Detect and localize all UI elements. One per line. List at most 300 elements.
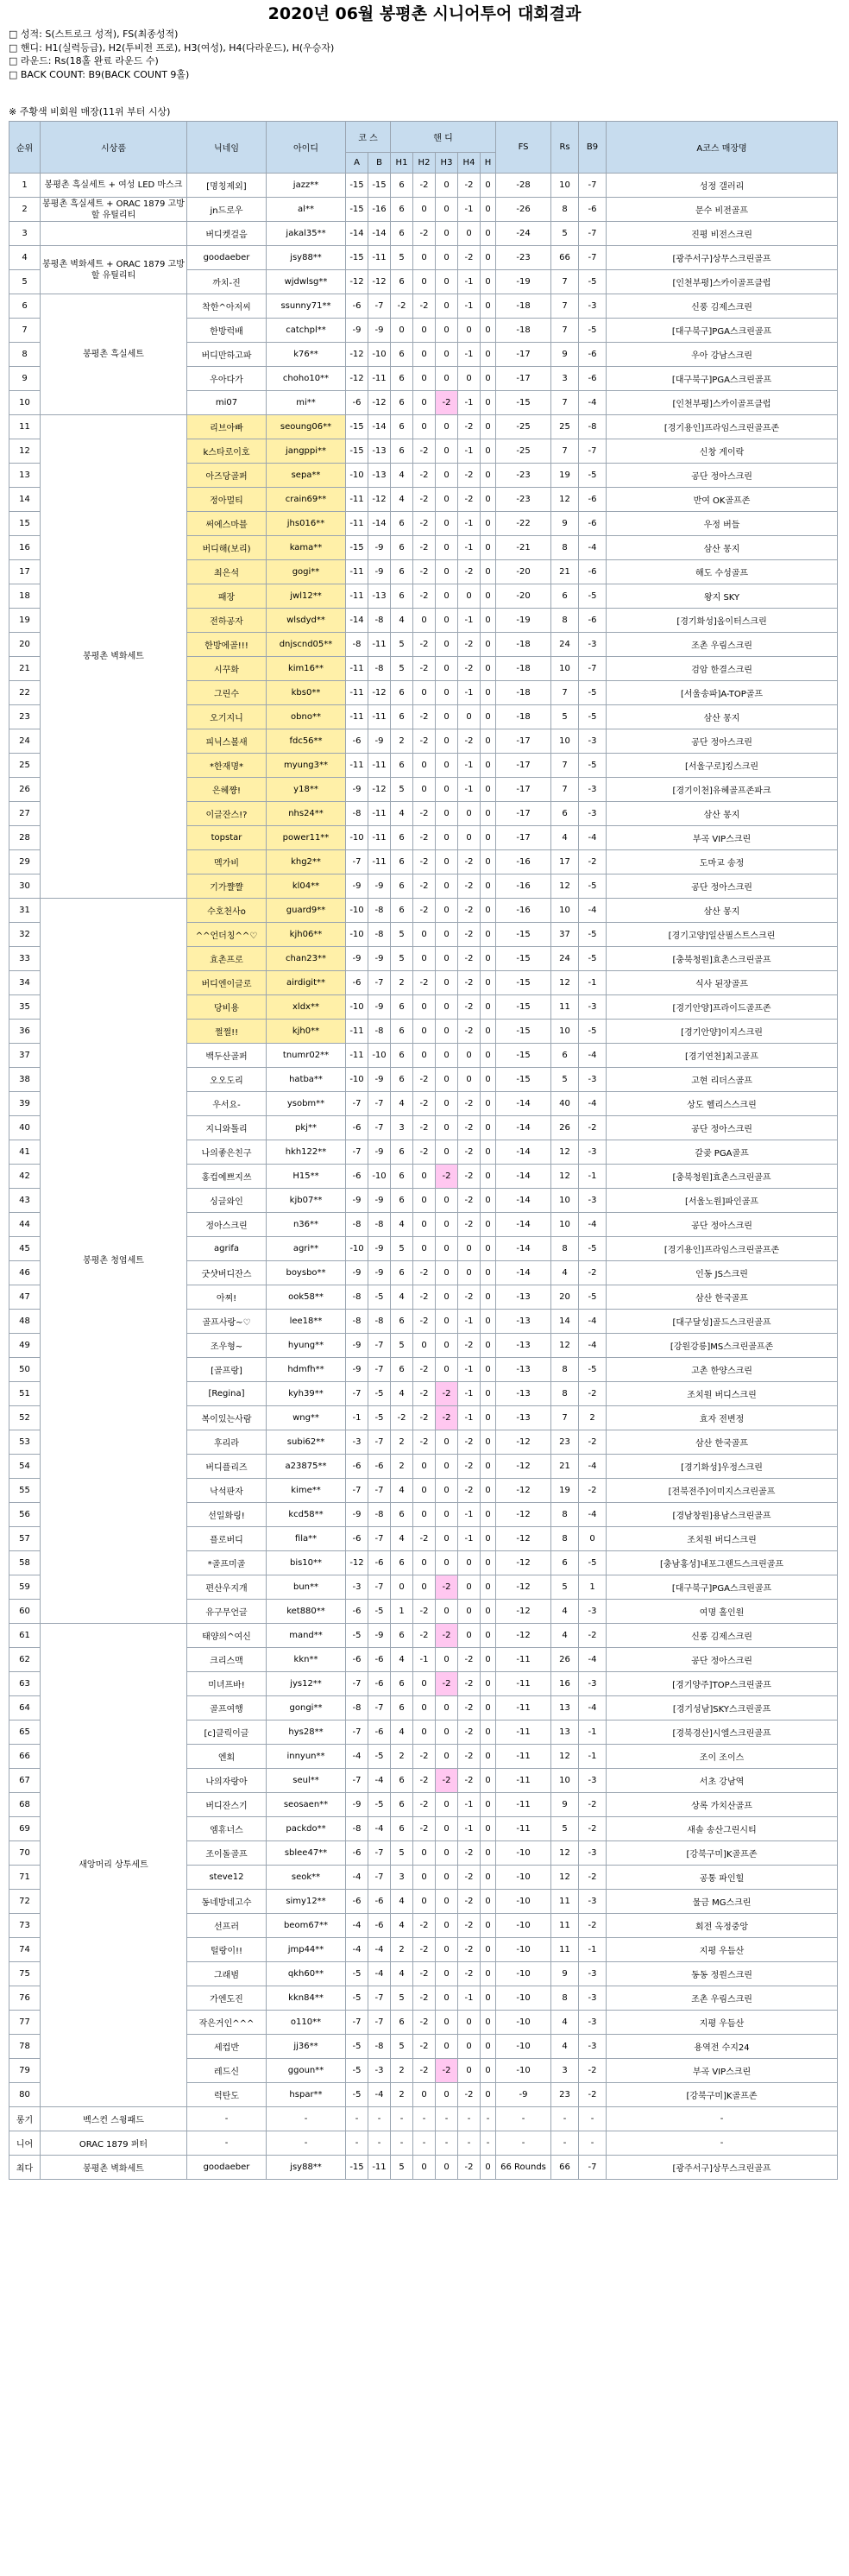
fs-cell: -28 [496,174,551,198]
a-score-cell: -6 [346,1527,368,1551]
h4-cell: -2 [458,1938,481,1962]
rank-cell: 67 [9,1769,41,1793]
b-score-cell: -9 [368,536,391,560]
fs-cell: -15 [496,391,551,415]
award-type-cell: 최다 [9,2156,41,2180]
h1-cell: 6 [391,536,413,560]
a-score-cell: -5 [346,2035,368,2059]
a-score-cell: -12 [346,343,368,367]
empty-cell: - [267,2107,346,2131]
b9-cell: -6 [579,488,607,512]
h-cell: 0 [481,874,496,899]
id-cell: kama** [267,536,346,560]
fs-cell: -12 [496,1479,551,1503]
h4-cell: -2 [458,633,481,657]
nickname-cell: steve12 [187,1866,267,1890]
nickname-cell: 버디해(보리) [187,536,267,560]
rs-cell: 12 [551,1745,579,1769]
nickname-cell: 버디엔이글로 [187,971,267,995]
h3-cell: 0 [436,1866,458,1890]
a-score-cell: -7 [346,1769,368,1793]
h3-cell: 0 [436,1261,458,1285]
fs-cell: -17 [496,367,551,391]
rank-cell: 79 [9,2059,41,2083]
store-name-cell: [경기화성]우정스크린 [607,1455,838,1479]
rank-cell: 58 [9,1551,41,1575]
h2-cell: 0 [413,391,436,415]
h2-cell: 0 [413,1044,436,1068]
a-score-cell: -15 [346,2156,368,2180]
h4-cell: -1 [458,270,481,294]
a-score-cell: -6 [346,1116,368,1140]
store-name-cell: [경기성남]SKY스크린골프 [607,1696,838,1720]
store-name-cell: 왕지 SKY [607,584,838,609]
header-prize: 시상품 [41,122,187,174]
h3-cell: 0 [436,2035,458,2059]
a-score-cell: -3 [346,1575,368,1600]
h-cell: 0 [481,1020,496,1044]
b9-cell: -4 [579,1213,607,1237]
h2-cell: -2 [413,1092,436,1116]
b-score-cell: -7 [368,1116,391,1140]
header-h4: H4 [458,153,481,174]
rs-cell: 6 [551,584,579,609]
h-cell: 0 [481,947,496,971]
b-score-cell: -7 [368,294,391,319]
h-cell: 0 [481,512,496,536]
a-score-cell: -10 [346,464,368,488]
fs-cell: -14 [496,1092,551,1116]
store-name-cell: 공단 정아스크린 [607,464,838,488]
rank-cell: 60 [9,1600,41,1624]
h3-cell: 0 [436,850,458,874]
store-name-cell: 용역전 수지24 [607,2035,838,2059]
id-cell: myung3** [267,754,346,778]
b9-cell: -2 [579,850,607,874]
fs-cell: -22 [496,512,551,536]
fs-cell: -16 [496,850,551,874]
prize-cell: 봉평촌 흑실세트 + ORAC 1879 고방할 유틸리티 [41,198,187,222]
store-name-cell: 식사 된장골프 [607,971,838,995]
empty-cell: - [579,2107,607,2131]
store-name-cell: [경남창원]용남스크린골프 [607,1503,838,1527]
rs-cell: 5 [551,222,579,246]
b9-cell: 1 [579,1575,607,1600]
rs-cell: 9 [551,512,579,536]
b-score-cell: -14 [368,222,391,246]
id-cell: bun** [267,1575,346,1600]
h2-cell: -2 [413,584,436,609]
h3-cell: 0 [436,633,458,657]
h3-cell: -2 [436,2059,458,2083]
h2-cell: -2 [413,1938,436,1962]
h2-cell: 0 [413,1213,436,1237]
h3-cell: 0 [436,1334,458,1358]
id-cell: o110** [267,2011,346,2035]
h-cell: 0 [481,633,496,657]
h1-cell: 4 [391,1527,413,1551]
b-score-cell: -9 [368,1624,391,1648]
store-name-cell: 서초 강남역 [607,1769,838,1793]
h-cell: 0 [481,584,496,609]
rank-cell: 21 [9,657,41,681]
store-name-cell: 신풍 김제스크린 [607,1624,838,1648]
store-name-cell: 고촌 한양스크린 [607,1358,838,1382]
h1-cell: 4 [391,1962,413,1986]
id-cell: seok** [267,1866,346,1890]
a-score-cell: -9 [346,1358,368,1382]
b9-cell: -5 [579,1020,607,1044]
h3-cell: 0 [436,1648,458,1672]
b-score-cell: -11 [368,633,391,657]
h1-cell: 6 [391,367,413,391]
b9-cell: -1 [579,1165,607,1189]
h4-cell: -2 [458,1769,481,1793]
rank-cell: 29 [9,850,41,874]
nickname-cell: [골프랑] [187,1358,267,1382]
nickname-cell: 오기지니 [187,705,267,729]
fs-cell: -10 [496,1938,551,1962]
b-score-cell: -9 [368,1068,391,1092]
id-cell: boysbo** [267,1261,346,1285]
nickname-cell: 효촌프로 [187,947,267,971]
b9-cell: -4 [579,826,607,850]
h2-cell: -2 [413,1769,436,1793]
h2-cell: 0 [413,1455,436,1479]
h4-cell: -2 [458,1962,481,1986]
h4-cell: -2 [458,995,481,1020]
h-cell: 0 [481,1382,496,1406]
a-score-cell: -9 [346,947,368,971]
h2-cell: -2 [413,657,436,681]
h-cell: 0 [481,2035,496,2059]
h4-cell: -1 [458,1406,481,1430]
store-name-cell: 도마교 송정 [607,850,838,874]
header-b: B [368,153,391,174]
nickname-cell: 그래범 [187,1962,267,1986]
rs-cell: 10 [551,1020,579,1044]
h2-cell: -2 [413,174,436,198]
rs-cell: 12 [551,488,579,512]
a-score-cell: -6 [346,1648,368,1672]
nickname-cell: 동네방네고수 [187,1890,267,1914]
fs-cell: -10 [496,1986,551,2011]
id-cell: ssunny71** [267,294,346,319]
h-cell: 0 [481,1044,496,1068]
h4-cell: -2 [458,415,481,439]
h4-cell: -2 [458,1479,481,1503]
fs-cell: -11 [496,1745,551,1769]
id-cell: jsy88** [267,2156,346,2180]
h-cell: 0 [481,2156,496,2180]
a-score-cell: -5 [346,2083,368,2107]
rank-cell: 52 [9,1406,41,1430]
note-line: □ BACK COUNT: B9(BACK COUNT 9홀) [9,68,190,80]
header-id: 아이디 [267,122,346,174]
h-cell: 0 [481,1285,496,1310]
h2-cell: -2 [413,1600,436,1624]
rs-cell: 5 [551,1817,579,1841]
nickname-cell: 한방에골!!! [187,633,267,657]
id-cell: seul** [267,1769,346,1793]
a-score-cell: -10 [346,923,368,947]
empty-cell: - [551,2107,579,2131]
award-prize-cell: 봉평촌 벽화세트 [41,2156,187,2180]
b9-cell: -2 [579,2083,607,2107]
h-cell: 0 [481,850,496,874]
h2-cell: 0 [413,609,436,633]
award-prize-cell: 벡스컨 스윙패드 [41,2107,187,2131]
id-cell: sepa** [267,464,346,488]
h-cell: 0 [481,319,496,343]
id-cell: fila** [267,1527,346,1551]
rs-cell: 20 [551,1285,579,1310]
id-cell: gogi** [267,560,346,584]
store-name-cell: 부곡 VIP스크린 [607,2059,838,2083]
h2-cell: 0 [413,1189,436,1213]
h1-cell: 2 [391,2059,413,2083]
nickname-cell: 수호천사o [187,899,267,923]
b-score-cell: -5 [368,1406,391,1430]
h-cell: 0 [481,1575,496,1600]
h2-cell: -2 [413,1986,436,2011]
empty-cell: - [481,2131,496,2156]
b9-cell: -4 [579,1044,607,1068]
a-score-cell: -6 [346,1165,368,1189]
h1-cell: 6 [391,1551,413,1575]
h1-cell: 6 [391,174,413,198]
nickname-cell: 유구무언글 [187,1600,267,1624]
store-name-cell: [강북구미]K골프존 [607,2083,838,2107]
h3-cell: 0 [436,536,458,560]
h1-cell: 5 [391,2035,413,2059]
h-cell: 0 [481,657,496,681]
rank-cell: 57 [9,1527,41,1551]
h-cell: 0 [481,1116,496,1140]
h1-cell: 6 [391,1165,413,1189]
h4-cell: -1 [458,1358,481,1382]
h-cell: 0 [481,198,496,222]
b-score-cell: -13 [368,439,391,464]
h3-cell: -2 [436,1406,458,1430]
h4-cell: -2 [458,464,481,488]
h2-cell: 0 [413,923,436,947]
rank-cell: 30 [9,874,41,899]
h2-cell: -2 [413,1745,436,1769]
store-name-cell: 신풍 김제스크린 [607,294,838,319]
b9-cell: -4 [579,1503,607,1527]
rank-cell: 69 [9,1817,41,1841]
b9-cell: -2 [579,1866,607,1890]
empty-cell: - [187,2131,267,2156]
h2-cell: -2 [413,729,436,754]
id-cell: kcd58** [267,1503,346,1527]
a-score-cell: -6 [346,391,368,415]
a-score-cell: -14 [346,609,368,633]
b-score-cell: -9 [368,729,391,754]
nickname-cell: 세컵반 [187,2035,267,2059]
store-name-cell: 갈곶 PGA골프 [607,1140,838,1165]
h4-cell: -2 [458,246,481,270]
h4-cell: -1 [458,754,481,778]
a-score-cell: -9 [346,1189,368,1213]
b-score-cell: -12 [368,778,391,802]
id-cell: jsy88** [267,246,346,270]
h2-cell: -2 [413,1430,436,1455]
h3-cell: 0 [436,1455,458,1479]
rs-cell: 19 [551,464,579,488]
rs-cell: 10 [551,1189,579,1213]
a-score-cell: -12 [346,270,368,294]
h-cell: 0 [481,923,496,947]
h3-cell: 0 [436,995,458,1020]
h-cell: 0 [481,1092,496,1116]
header-h2: H2 [413,153,436,174]
id-cell: pkj** [267,1116,346,1140]
h3-cell: 0 [436,1189,458,1213]
h2-cell: -1 [413,1648,436,1672]
rs-cell: 25 [551,415,579,439]
nickname-cell: 복이있는사람 [187,1406,267,1430]
h-cell: 0 [481,1769,496,1793]
h1-cell: 2 [391,1455,413,1479]
store-name-cell: 문수 비전골프 [607,198,838,222]
prize-cell: 봉평촌 청엽세트 [41,899,187,1624]
b9-cell: -2 [579,2059,607,2083]
rank-cell: 17 [9,560,41,584]
id-cell: jangppi** [267,439,346,464]
store-name-cell: [서울구로]킹스크린 [607,754,838,778]
rs-cell: 10 [551,899,579,923]
b-score-cell: -7 [368,1575,391,1600]
store-name-cell: [인천부평]스카이골프클럽 [607,270,838,294]
id-cell: kjh06** [267,923,346,947]
award-row [9,2156,838,2180]
h4-cell: -2 [458,2083,481,2107]
store-name-cell: [강북구미]K골프존 [607,1841,838,1866]
id-cell: jmp44** [267,1938,346,1962]
h-cell: 0 [481,778,496,802]
h2-cell: -2 [413,899,436,923]
a-score-cell: -3 [346,1430,368,1455]
store-name-cell: 삼산 한국골프 [607,1285,838,1310]
a-score-cell: -11 [346,512,368,536]
h1-cell: 6 [391,705,413,729]
rs-cell: 6 [551,802,579,826]
h2-cell: 0 [413,1720,436,1745]
nickname-cell: 그린수 [187,681,267,705]
b-score-cell: -8 [368,1020,391,1044]
h4-cell: 0 [458,367,481,391]
store-name-cell: 공통 파인힐 [607,1866,838,1890]
rank-cell: 26 [9,778,41,802]
fs-cell: -14 [496,1213,551,1237]
nickname-cell: 나의자랑아 [187,1769,267,1793]
id-cell: hys28** [267,1720,346,1745]
h4-cell: -2 [458,874,481,899]
rank-cell: 51 [9,1382,41,1406]
rank-cell: 48 [9,1310,41,1334]
b-score-cell: -11 [368,850,391,874]
b9-cell: -1 [579,1745,607,1769]
rs-cell: 12 [551,1334,579,1358]
b9-cell: -4 [579,1696,607,1720]
h4-cell: -2 [458,1165,481,1189]
h3-cell: -2 [436,1575,458,1600]
fs-cell: -10 [496,2035,551,2059]
fs-cell: -12 [496,1551,551,1575]
h3-cell: 0 [436,1213,458,1237]
h2-cell: -2 [413,1406,436,1430]
h4-cell: -2 [458,560,481,584]
b9-cell: -3 [579,778,607,802]
h4-cell: -1 [458,294,481,319]
h4-cell: -1 [458,1986,481,2011]
nickname-cell: k스타로이호 [187,439,267,464]
rank-cell: 71 [9,1866,41,1890]
a-score-cell: -5 [346,2059,368,2083]
rs-cell: 11 [551,1938,579,1962]
h-cell: 0 [481,560,496,584]
id-cell: tnumr02** [267,1044,346,1068]
rank-cell: 13 [9,464,41,488]
nickname-cell: 착한^아저씨 [187,294,267,319]
a-score-cell: -15 [346,246,368,270]
fs-cell: -18 [496,657,551,681]
empty-cell: - [496,2131,551,2156]
h2-cell: 0 [413,1503,436,1527]
nickname-cell: [명칭제외] [187,174,267,198]
h1-cell: 2 [391,1745,413,1769]
rank-cell: 55 [9,1479,41,1503]
nickname-cell: 아찌! [187,1285,267,1310]
h3-cell: 0 [436,1890,458,1914]
a-score-cell: -11 [346,560,368,584]
rank-cell: 35 [9,995,41,1020]
h-cell: 0 [481,270,496,294]
h1-cell: 6 [391,1769,413,1793]
rank-cell: 41 [9,1140,41,1165]
b9-cell: -4 [579,1334,607,1358]
h2-cell: -2 [413,1358,436,1382]
store-name-cell: 검암 한결스크린 [607,657,838,681]
h1-cell: 4 [391,609,413,633]
rs-cell: 11 [551,1914,579,1938]
rs-cell: 7 [551,439,579,464]
a-score-cell: -8 [346,633,368,657]
h1-cell: 4 [391,1720,413,1745]
b-score-cell: -13 [368,464,391,488]
nickname-cell: *한재명* [187,754,267,778]
id-cell: jys12** [267,1672,346,1696]
b9-cell: -1 [579,971,607,995]
store-name-cell: [경기용인]프라임스크린골프존 [607,1237,838,1261]
h4-cell: -2 [458,1696,481,1720]
b-score-cell: -10 [368,1044,391,1068]
id-cell: al** [267,198,346,222]
id-cell: innyun** [267,1745,346,1769]
a-score-cell: -8 [346,1285,368,1310]
h4-cell: 0 [458,802,481,826]
h1-cell: 6 [391,222,413,246]
store-name-cell: 조촌 우림스크린 [607,1986,838,2011]
h-cell: 0 [481,1866,496,1890]
rs-cell: 26 [551,1648,579,1672]
h1-cell: -2 [391,1406,413,1430]
h-cell: 0 [481,391,496,415]
b9-cell: -3 [579,1140,607,1165]
h2-cell: -2 [413,560,436,584]
